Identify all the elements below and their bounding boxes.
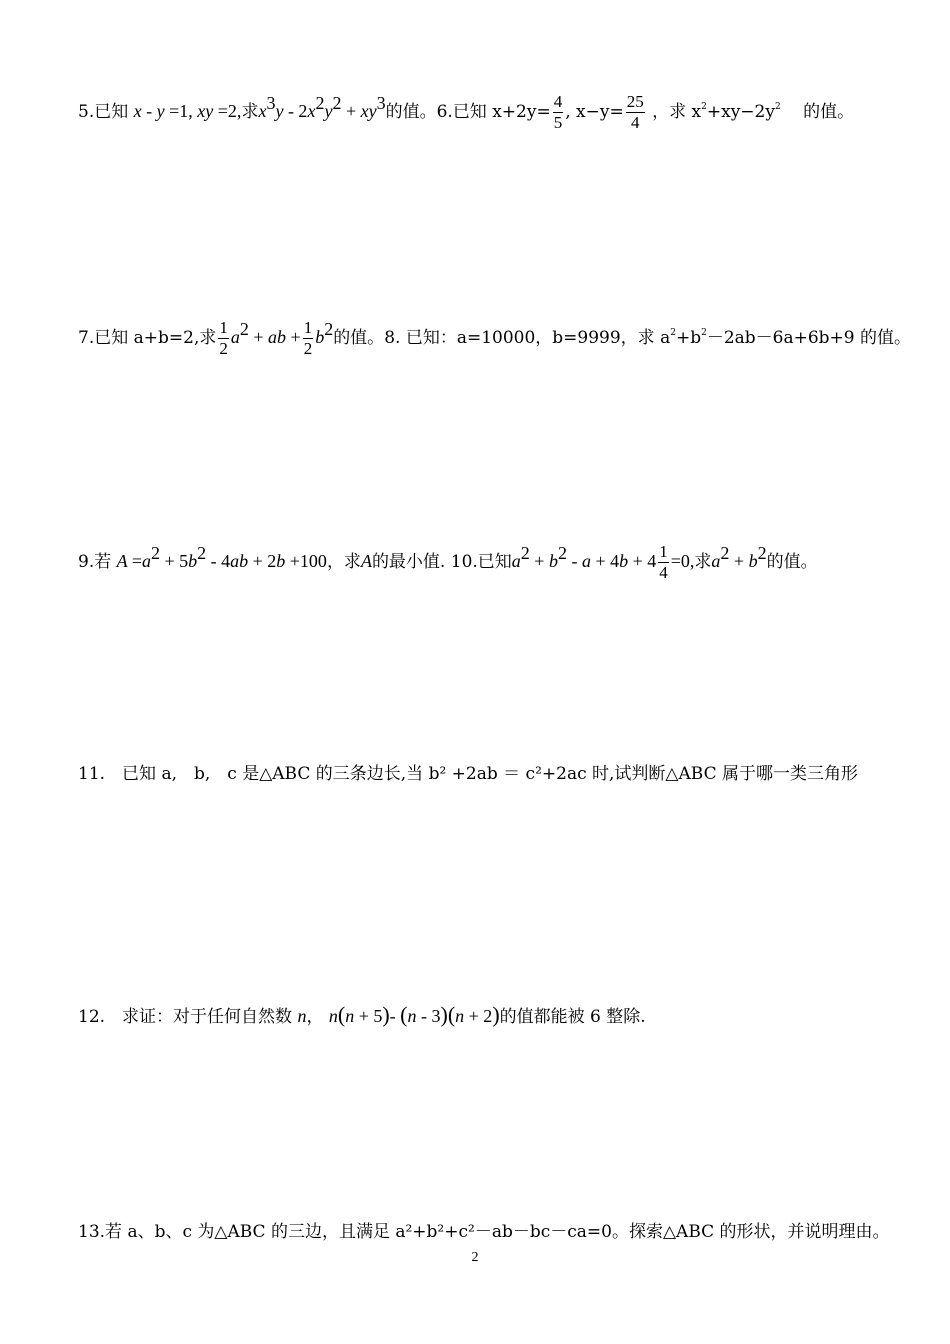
q8-number: 8. <box>384 328 401 348</box>
q7-fraction-2-den: 2 <box>303 339 313 358</box>
q12-text-3: 的值都能被 6 整除. <box>499 1007 646 1027</box>
q6-fraction-1-den: 5 <box>553 113 563 132</box>
q7-fraction-1 <box>218 318 229 359</box>
q7-fraction-2 <box>303 318 314 359</box>
q6-fraction-2-den: 4 <box>630 113 640 132</box>
question-13: 13.若 a、b、c 为△ABC 的三边，且满足 a²+b²+c²－ab－bc－ca=0。探索△ABC 的形状，并说明理由。 <box>78 1222 890 1242</box>
q12-variable-n: n <box>297 1006 307 1026</box>
question-9-10-line <box>78 542 890 583</box>
q10-fraction <box>658 542 669 583</box>
q9-text-3: 的最小值. <box>371 552 446 572</box>
q6-text-3: ，求 x <box>646 102 702 122</box>
question-5-6-line: 5.已知 x - y =1, xy =2,求$x^3y - 2x^2y^2 + xy^3$的值。6.已知 x+2y= $\frac{4}{5}$ , x−y= $\frac{25}{4}$ ，求 $x^2+xy-2y^2$ 的值。 <box>78 92 855 132</box>
page-number: 2 <box>471 1250 479 1265</box>
q10-number: 10. <box>450 552 478 572</box>
q6-text-1: 已知 x+2y= <box>452 102 551 122</box>
question-11: 11. 已知 a, b, c 是△ABC 的三条边长,当 b² +2ab ＝ c²+2ac 时,试判断△ABC 属于哪一类三角形 <box>78 764 858 784</box>
q12-text-2: ， <box>306 1007 324 1027</box>
q12-number: 12. <box>78 1007 106 1027</box>
q9-number: 9. <box>78 552 95 572</box>
question-7-8-line: 7.已知 a+b=2,求 $\frac{1}{2}$ $a^2$ + ab + $\frac{1}{2}$ $b^2$的值。8. 已知：a=10000，b=9999，求 $a^2+b^2-2ab-6a+6b+9$ 的值。 <box>78 318 912 358</box>
q7-number: 7. <box>78 328 95 348</box>
q6-fraction-1-num: 4 <box>553 92 563 111</box>
q8-text-1: 已知：a=10000，b=9999，求 a <box>405 328 671 348</box>
q12-text-1: 求证：对于任何自然数 <box>105 1007 293 1027</box>
q7-fraction-1-num: 1 <box>219 318 228 337</box>
q7-text-1: 已知 a+b=2, <box>94 328 200 348</box>
q6-text-2: , x−y= <box>565 102 624 122</box>
q5-formula-given: x - y =1, xy =2, <box>133 101 242 121</box>
q6-fraction-1 <box>553 92 564 133</box>
q10-formula-left: $a^2 + b^2 - a + 4b + 4$ <box>511 543 657 571</box>
q12-formula: n(n + 5)- (n - 3)(n + 2) <box>328 1002 500 1027</box>
q9-variable-a: A <box>360 551 372 571</box>
q10-text-2: 求 <box>694 552 712 572</box>
q7-fraction-1-den: 2 <box>219 339 228 358</box>
q9-text-1: 若 <box>94 552 112 572</box>
q5-text-2: 求 <box>241 102 259 122</box>
q5-text-1: 已知 <box>94 102 129 122</box>
q9-text-2: ，求 <box>326 552 361 572</box>
q8-text-2: +b <box>675 328 702 348</box>
q6-number: 6. <box>436 102 453 122</box>
q10-formula-target: $a^2 + b^2$ <box>711 543 767 571</box>
q7-formula-part-1: $a^2$ + ab + <box>230 319 301 347</box>
q6-text-5: 的值。 <box>780 102 855 122</box>
q8-text-3: －2ab－6a+6b+9 的值。 <box>706 328 912 348</box>
q7-formula-part-2: $b^2$ <box>315 319 334 347</box>
q7-fraction-2-num: 1 <box>303 318 313 337</box>
question-12-line <box>78 1004 890 1026</box>
q5-formula-expr: $x^3y - 2x^2y^2 + xy^3$ <box>258 93 386 121</box>
q5-number: 5. <box>78 102 95 122</box>
q9-formula: $A =a^2 + 5b^2 - 4ab + 2b +100$ <box>116 543 327 571</box>
q7-text-2: 求 <box>199 328 217 348</box>
q6-fraction-2-num: 25 <box>626 92 644 111</box>
q10-text-3: 的值。 <box>766 552 818 572</box>
q10-equals-zero: =0, <box>670 551 695 571</box>
q7-text-3: 的值。 <box>333 328 385 348</box>
q10-text-1: 已知 <box>477 552 512 572</box>
q6-text-4: +xy−2y <box>706 102 775 122</box>
q10-fraction-num: 1 <box>659 542 668 561</box>
q5-text-3: 的值。 <box>385 102 437 122</box>
q6-fraction-2 <box>626 92 645 133</box>
q10-fraction-den: 4 <box>659 563 668 582</box>
